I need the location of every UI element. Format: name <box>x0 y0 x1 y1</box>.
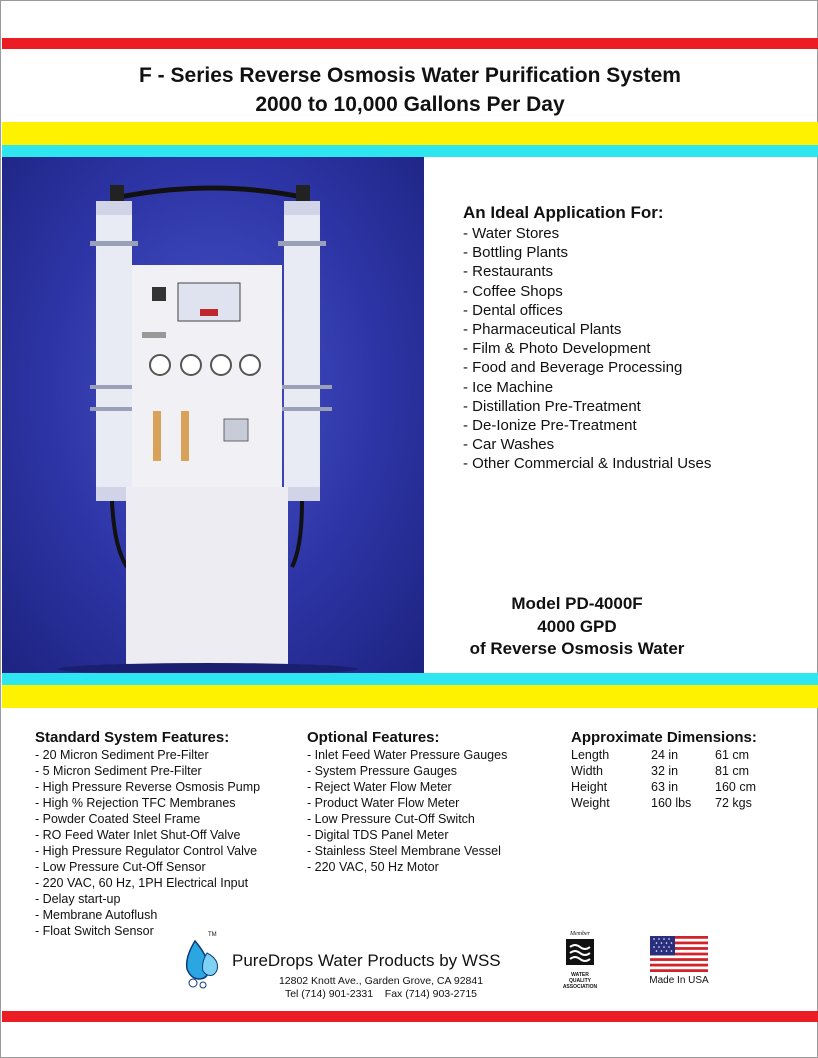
table-row <box>571 747 756 763</box>
list-item: - High % Rejection TFC Membranes <box>35 796 236 810</box>
applications-list <box>463 224 711 474</box>
us-flag <box>650 936 708 972</box>
list-item: - Film & Photo Development <box>463 340 651 358</box>
trademark-mark: TM <box>208 932 217 938</box>
wqa-badge <box>561 931 599 991</box>
applications-section <box>463 202 711 474</box>
yellow-band-top <box>2 122 818 145</box>
list-item: - Other Commercial & Industrial Uses <box>463 455 712 473</box>
list-item: - 220 VAC, 50 Hz Motor <box>307 860 439 874</box>
product-photo <box>2 157 424 673</box>
list-item: - Membrane Autoflush <box>35 908 158 922</box>
dim-label: Width <box>571 764 603 778</box>
dimensions-section <box>571 728 757 811</box>
list-item: - Distillation Pre-Treatment <box>463 397 641 415</box>
table-row <box>571 763 756 779</box>
page-subtitle: 2000 to 10,000 Gallons Per Day <box>255 93 565 116</box>
model-capacity: 4000 GPD <box>537 616 617 636</box>
list-item: - Water Stores <box>463 225 560 242</box>
wqa-member-label: Member <box>570 931 590 937</box>
model-block <box>431 593 723 661</box>
list-item: - Dental offices <box>463 301 563 319</box>
list-item: - RO Feed Water Inlet Shut-Off Valve <box>35 828 241 842</box>
dim-metric: 160 cm <box>715 780 756 794</box>
dim-label: Height <box>571 780 608 794</box>
list-item: - Reject Water Flow Meter <box>307 780 452 794</box>
list-item: - Coffee Shops <box>463 282 563 300</box>
dim-metric: 81 cm <box>715 764 750 778</box>
standard-features-list <box>35 747 260 939</box>
list-item: - Product Water Flow Meter <box>307 796 460 810</box>
list-item: - High Pressure Reverse Osmosis Pump <box>35 780 261 794</box>
dim-imperial: 160 lbs <box>651 796 692 810</box>
standard-features-heading: Standard System Features: <box>35 729 230 746</box>
cyan-band-top <box>2 145 818 157</box>
list-item: - 5 Micron Sediment Pre-Filter <box>35 764 202 778</box>
optional-features-list <box>307 747 507 875</box>
red-band-top <box>2 38 818 49</box>
ro-system-illustration <box>2 157 424 673</box>
dimensions-heading: Approximate Dimensions: <box>571 729 757 746</box>
made-in-label: Made In USA <box>649 975 709 986</box>
list-item: - Bottling Plants <box>463 244 569 262</box>
applications-heading: An Ideal Application For: <box>463 203 664 222</box>
list-item: - Inlet Feed Water Pressure Gauges <box>307 748 508 762</box>
us-flag-icon <box>650 936 708 972</box>
list-item: - Powder Coated Steel Frame <box>35 812 201 826</box>
list-item: - Low Pressure Cut-Off Switch <box>307 812 475 826</box>
company-phone: Tel (714) 901-2331 Fax (714) 903-2715 <box>284 988 478 1000</box>
water-drop-logo-icon <box>181 935 221 991</box>
company-name: PureDrops Water Products by WSS <box>232 951 501 970</box>
yellow-band-mid <box>2 685 818 708</box>
wqa-logo-icon <box>564 937 596 967</box>
list-item: - System Pressure Gauges <box>307 764 458 778</box>
list-item: - 20 Micron Sediment Pre-Filter <box>35 748 209 762</box>
optional-features-section <box>307 728 507 875</box>
list-item: - De-Ionize Pre-Treatment <box>463 417 637 435</box>
model-name: Model PD-4000F <box>511 594 643 613</box>
table-row <box>571 779 756 795</box>
dim-metric: 72 kgs <box>715 796 752 810</box>
list-item: - Food and Beverage Processing <box>463 359 683 377</box>
red-band-bottom <box>2 1011 818 1022</box>
list-item: - Float Switch Sensor <box>35 924 154 938</box>
standard-features-section <box>35 728 260 939</box>
page-title: F - Series Reverse Osmosis Water Purification System <box>139 64 681 87</box>
cyan-band-mid <box>2 673 818 685</box>
list-item: - Delay start-up <box>35 892 121 906</box>
list-item: - Ice Machine <box>463 378 554 396</box>
list-item: - Digital TDS Panel Meter <box>307 828 449 842</box>
list-item: - High Pressure Regulator Control Valve <box>35 844 258 858</box>
model-description: of Reverse Osmosis Water <box>469 639 685 658</box>
dimensions-table <box>571 747 756 811</box>
dim-imperial: 24 in <box>651 748 679 762</box>
optional-features-heading: Optional Features: <box>307 729 440 746</box>
company-address: 12802 Knott Ave., Garden Grove, CA 92841 <box>278 975 484 987</box>
wqa-text: WATER QUALITY ASSOCIATION <box>562 972 598 990</box>
dim-label: Weight <box>571 796 610 810</box>
dim-imperial: 63 in <box>651 780 679 794</box>
list-item: - Car Washes <box>463 436 555 454</box>
dim-imperial: 32 in <box>651 764 679 778</box>
list-item: - Restaurants <box>463 263 554 281</box>
list-item: - Pharmaceutical Plants <box>463 321 622 339</box>
list-item: - Stainless Steel Membrane Vessel <box>307 844 501 858</box>
table-row <box>571 795 756 811</box>
dim-label: Length <box>571 748 610 762</box>
list-item: - Low Pressure Cut-Off Sensor <box>35 860 206 874</box>
puredrops-logo <box>181 935 221 991</box>
list-item: - 220 VAC, 60 Hz, 1PH Electrical Input <box>35 876 249 890</box>
dim-metric: 61 cm <box>715 748 750 762</box>
